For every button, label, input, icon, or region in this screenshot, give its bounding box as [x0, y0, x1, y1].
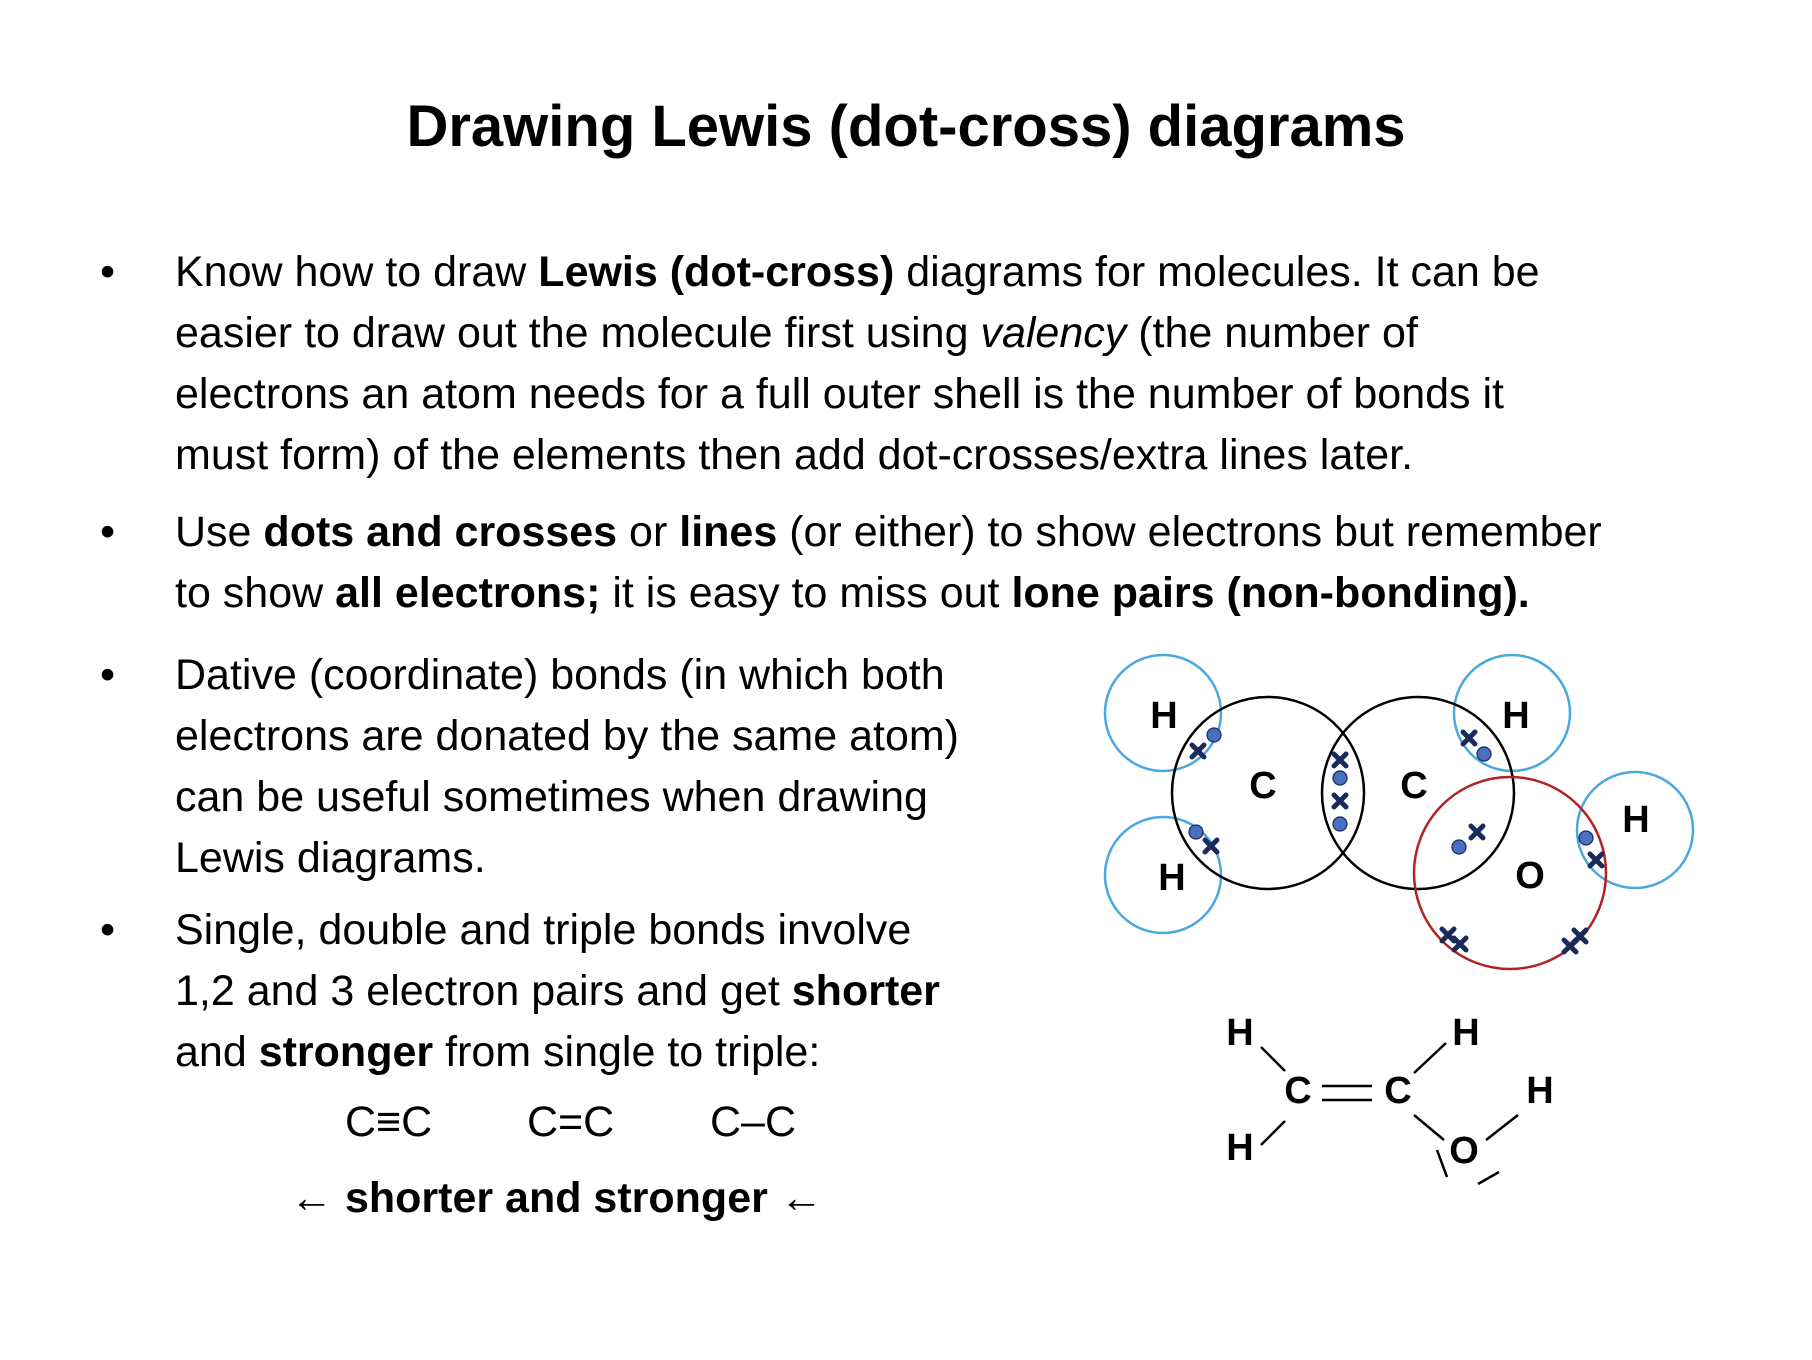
atom-label-h: H: [1226, 1012, 1254, 1054]
text-line: and stronger from single to triple:: [175, 1028, 821, 1076]
electron-cross: [1334, 754, 1346, 766]
bond-line: [1414, 1043, 1446, 1073]
atom-label-h: H: [1226, 1127, 1254, 1169]
electron-cross: [1454, 938, 1466, 950]
bullet-3-text: [175, 645, 1075, 889]
atom-label-o: O: [1449, 1130, 1479, 1172]
bold-term: lone pairs (non-bonding).: [1011, 569, 1530, 617]
electron-dot: [1333, 771, 1347, 785]
bold-term: lines: [679, 508, 778, 556]
bullet-4-text: [175, 900, 1075, 1083]
bullet-2: [100, 502, 1735, 624]
bullet-marker: •: [100, 248, 116, 296]
italic-term: valency: [980, 309, 1127, 357]
single-bond: C–C: [710, 1098, 797, 1146]
electron-cross: [1463, 732, 1475, 744]
text-line: electrons are donated by the same atom): [175, 712, 959, 760]
bond-line: [1261, 1047, 1285, 1071]
text-line: Use dots and crosses or lines (or either) to show electrons but remember: [175, 508, 1602, 556]
page-title: Drawing Lewis (dot-cross) diagrams: [406, 94, 1406, 159]
dot-cross-diagram: [1105, 655, 1693, 969]
bullet-marker: •: [100, 508, 116, 556]
electron-dot: [1477, 747, 1491, 761]
text-line: Know how to draw Lewis (dot-cross) diagrams for molecules. It can be: [175, 248, 1540, 296]
atom-label-h: H: [1150, 695, 1178, 737]
electron-dot: [1333, 817, 1347, 831]
text-line: to show all electrons; it is easy to miss out lone pairs (non-bonding).: [175, 569, 1530, 617]
atom-label-c: C: [1384, 1070, 1412, 1112]
text-line: Single, double and triple bonds involve: [175, 906, 912, 954]
atom-label-h: H: [1622, 799, 1650, 841]
atom-label-h: H: [1502, 695, 1530, 737]
atom-label-c: C: [1400, 765, 1428, 807]
bullet-4: [100, 900, 1075, 1083]
electron-cross: [1590, 854, 1602, 866]
bond-comparison-row: [0, 1092, 1000, 1152]
double-bond: C=C: [527, 1098, 615, 1146]
bond-line: [1486, 1115, 1518, 1140]
text-line: can be useful sometimes when drawing: [175, 773, 928, 821]
bullet-marker: •: [100, 651, 116, 699]
lone-pair-line: [1478, 1172, 1499, 1184]
bold-term: stronger: [258, 1028, 434, 1076]
atom-label-o: O: [1515, 855, 1545, 897]
atom-label-c: C: [1284, 1070, 1312, 1112]
bullet-1: [100, 242, 1735, 486]
electron-cross: [1192, 745, 1204, 757]
bond-line: [1261, 1121, 1285, 1145]
electron-dot: [1207, 728, 1221, 742]
structural-formula: [1226, 1012, 1553, 1184]
atom-label-h: H: [1452, 1012, 1480, 1054]
bullet-3: [100, 645, 1075, 889]
bold-term: Lewis (dot-cross): [538, 248, 895, 296]
electron-cross: [1334, 795, 1346, 807]
bold-term: dots and crosses: [263, 508, 618, 556]
bold-term: all electrons;: [335, 569, 601, 617]
shorter-stronger-caption: ← shorter and stronger ←: [290, 1174, 823, 1222]
electron-cross: [1471, 826, 1483, 838]
bullet-2-text: [175, 502, 1735, 624]
text-line: must form) of the elements then add dot-crosses/extra lines later.: [175, 431, 1414, 479]
bullet-1-text: [175, 242, 1735, 486]
text-line: electrons an atom needs for a full outer shell is the number of bonds it: [175, 370, 1504, 418]
electron-dot: [1579, 831, 1593, 845]
atom-label-h: H: [1526, 1070, 1554, 1112]
text-line: easier to draw out the molecule first using valency (the number of: [175, 309, 1418, 357]
triple-bond: C≡C: [345, 1098, 433, 1146]
electron-dot: [1452, 840, 1466, 854]
lewis-diagram: [1080, 640, 1720, 1200]
text-line: Lewis diagrams.: [175, 834, 486, 882]
text-line: Dative (coordinate) bonds (in which both: [175, 651, 945, 699]
bullet-marker: •: [100, 906, 116, 954]
lone-pair-line: [1437, 1150, 1447, 1177]
electron-dot: [1189, 825, 1203, 839]
atom-label-c: C: [1249, 765, 1277, 807]
bond-line: [1414, 1115, 1444, 1140]
atom-label-h: H: [1158, 857, 1186, 899]
text-line: 1,2 and 3 electron pairs and get shorter: [175, 967, 940, 1015]
bold-term: shorter: [791, 967, 940, 1015]
